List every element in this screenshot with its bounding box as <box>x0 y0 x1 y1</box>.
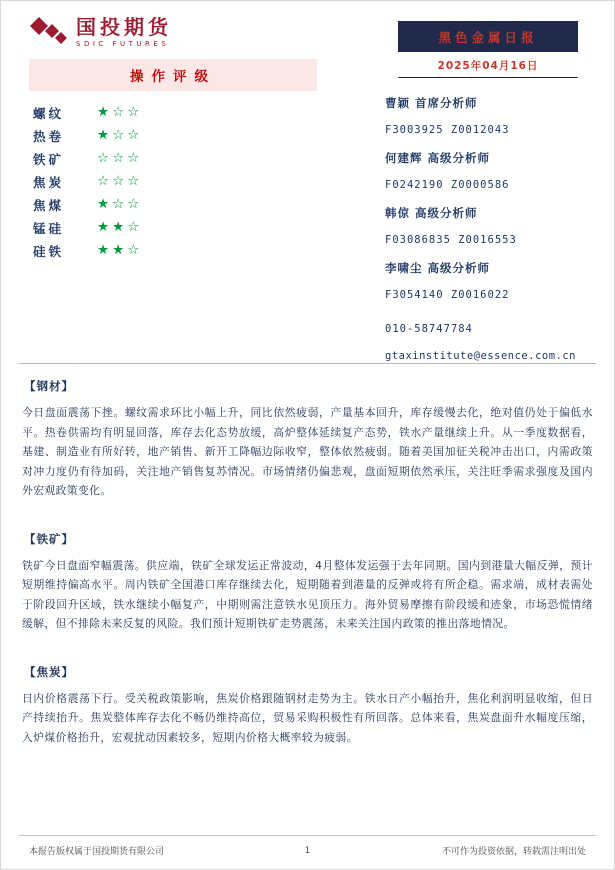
section-iron-ore <box>22 517 593 634</box>
section-body: 今日盘面震荡下挫。螺纹需求环比小幅上升，同比依然疲弱，产量基本回升，库存缓慢去化，绝对值仍处于偏低水平。热卷供需均有明显回落，库存去化态势放缓，高炉整体延续复产态势，铁水产量继续上升。从一季度数据看，基建、制造业有所好转，地产销售、新开工降幅边际收窄，整体依然疲弱。随着美国加征关税冲击出口，内需政策对冲力度仍有待加码，关注地产销售复苏情况。市场情绪仍偏悲观，盘面短期依然承压，关注旺季需求强度及国内外宏观政策变化。 <box>22 406 593 497</box>
analyst-name: 何建辉 高级分析师 <box>385 150 491 165</box>
commodity-star-rating: ★☆☆ <box>97 126 143 143</box>
rating-row <box>29 147 317 170</box>
analyst-codes: F03086835 Z0016553 <box>385 234 517 247</box>
commodity-name: 螺纹 <box>33 105 65 121</box>
commodity-name: 焦煤 <box>33 197 65 213</box>
analyst-name: 韩倞 高级分析师 <box>385 205 478 220</box>
rating-row <box>29 239 317 262</box>
commodity-name: 锰硅 <box>33 220 65 236</box>
analysts-panel <box>385 89 600 370</box>
rating-panel-title: 操作评级 <box>29 59 317 91</box>
commodity-star-rating: ★★☆ <box>97 241 143 258</box>
commodity-star-rating: ★★☆ <box>97 218 143 235</box>
rating-row <box>29 101 317 124</box>
report-title-block <box>398 21 578 78</box>
commodity-name: 焦炭 <box>33 174 65 190</box>
section-coke <box>22 650 593 748</box>
rating-row <box>29 193 317 216</box>
section-body: 铁矿今日盘面窄幅震荡。供应端，铁矿全球发运正常波动，4月整体发运强于去年同期。国内到港量大幅反弹，预计短期维持偏高水平。周内铁矿全国港口库存继续去化，短期随着到港量的反弹或将有所企稳。需求端，成材表需处于阶段回升区域，铁水继续小幅复产，中期则需注意铁水见顶压力。海外贸易摩擦有阶段缓和迹象，市场恐慌情绪缓解，但不排除未来反复的风险。我们预计短期铁矿走势震荡，未来关注国内政策的推出落地情况。 <box>22 558 593 630</box>
footer-copyright: 本报告版权属于国投期货有限公司 <box>29 847 165 857</box>
commodity-name: 铁矿 <box>33 151 65 167</box>
commodity-name: 热卷 <box>33 128 65 144</box>
report-header <box>1 1 614 363</box>
rating-row <box>29 170 317 193</box>
rating-rows <box>29 101 317 262</box>
section-heading: 【焦炭】 <box>24 664 74 679</box>
analyst-codes: F3003925 Z0012043 <box>385 124 510 137</box>
rating-panel <box>29 59 317 262</box>
analyst-name: 曹颖 首席分析师 <box>385 95 478 110</box>
report-body <box>1 364 614 747</box>
contact-email[interactable]: gtaxinstitute@essence.com.cn <box>385 350 577 363</box>
brand-subname: SDIC FUTURES <box>76 40 170 48</box>
commodity-star-rating: ☆☆☆ <box>97 149 143 166</box>
brand-logo <box>29 15 172 49</box>
report-footer <box>19 835 596 857</box>
section-steel <box>22 364 593 501</box>
commodity-star-rating: ★☆☆ <box>97 195 143 212</box>
footer-disclaimer: 不可作为投资依据，转载需注明出处 <box>441 847 586 857</box>
report-title-banner: 黑色金属日报 <box>398 21 578 52</box>
rating-row <box>29 216 317 239</box>
brand-text <box>76 16 172 48</box>
analyst-codes: F0242190 Z0000586 <box>385 179 510 192</box>
report-date: 2025年04月16日 <box>398 52 578 78</box>
analyst-name: 李啸尘 高级分析师 <box>385 260 491 275</box>
commodity-star-rating: ☆☆☆ <box>97 172 143 189</box>
section-heading: 【铁矿】 <box>24 531 74 546</box>
footer-page-number: 1 <box>304 845 311 856</box>
commodity-star-rating: ★☆☆ <box>97 103 143 120</box>
analyst-codes: F3054140 Z0016022 <box>385 289 510 302</box>
section-heading: 【钢材】 <box>24 379 74 393</box>
brand-name: 国投期货 <box>76 15 172 39</box>
contact-phone: 010-58747784 <box>385 322 473 335</box>
commodity-name: 硅铁 <box>33 243 65 259</box>
rating-row <box>29 124 317 147</box>
section-body: 日内价格震荡下行。受关税政策影响，焦炭价格跟随钢材走势为主。铁水日产小幅抬升，焦化利润明显收缩，但日产持续抬升。焦炭整体库存去化不畅仍维持高位，贸易采购积极性有所回落。总体来看，焦炭盘面升水幅度压缩，入炉煤价格抬升，宏观扰动因素较多，短期内价格大概率较为疲弱。 <box>22 691 593 744</box>
brand-diamond-icon <box>29 15 69 49</box>
